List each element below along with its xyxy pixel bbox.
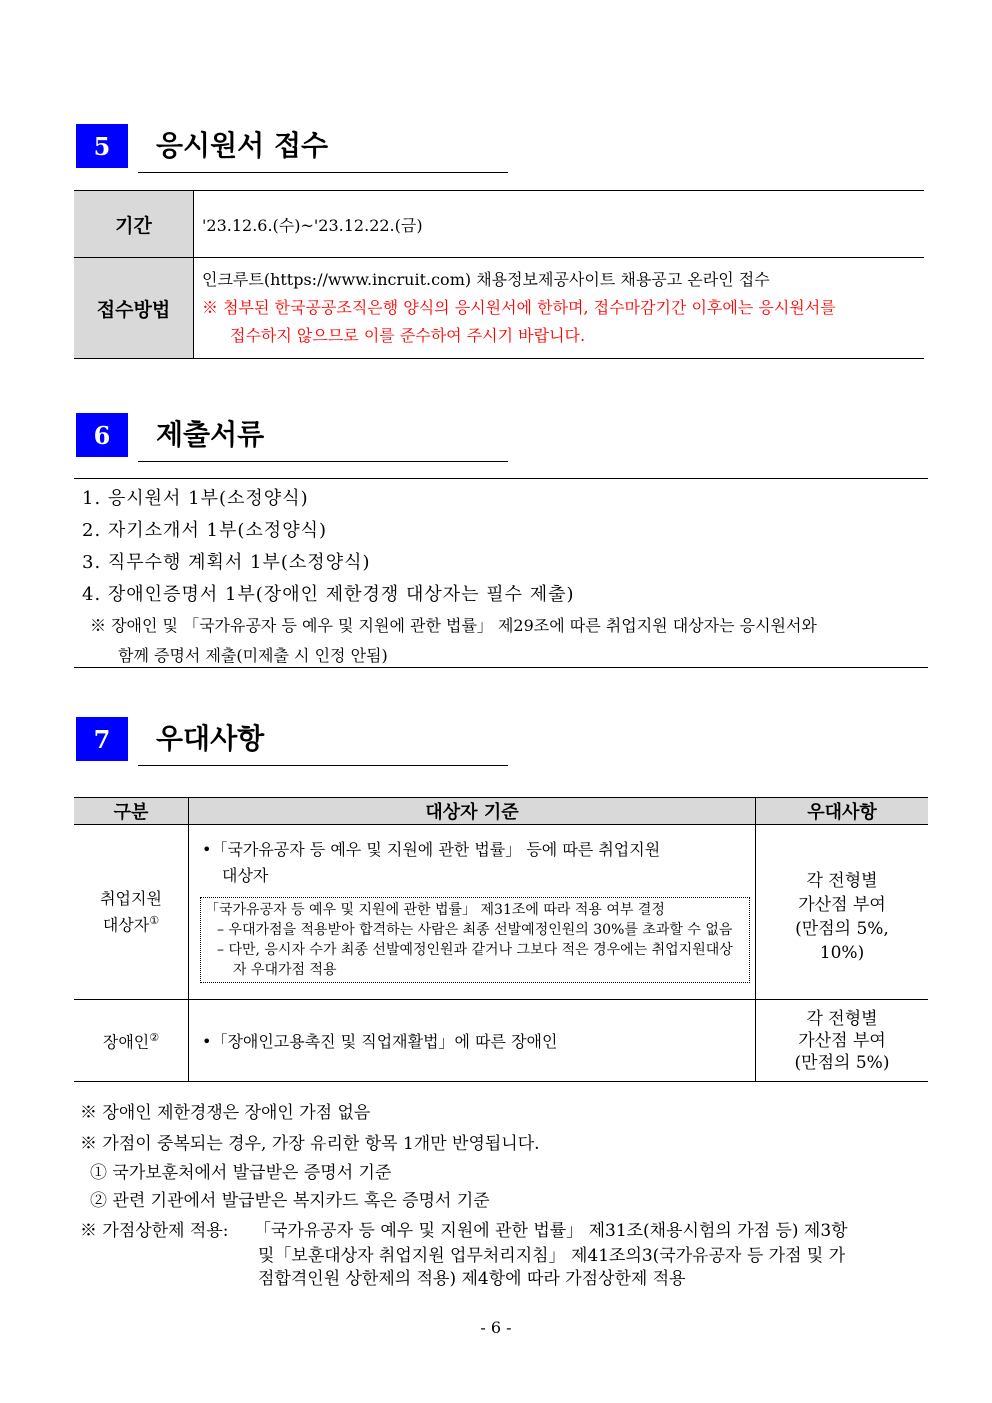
section-6-header xyxy=(76,413,508,453)
criteria-cell xyxy=(189,1000,756,1082)
section-number: 6 xyxy=(76,413,128,457)
application-table xyxy=(74,190,924,359)
benefit-cell xyxy=(756,825,929,1000)
documents-list xyxy=(74,478,928,668)
category-cell xyxy=(74,825,189,1000)
section-5-header xyxy=(76,124,508,164)
section-title: 우대사항 xyxy=(156,722,265,755)
benefit-text: 10%) xyxy=(819,942,865,963)
criteria-cell xyxy=(189,825,756,1000)
category-cell xyxy=(74,1000,189,1082)
benefit-text: 가산점 부여 xyxy=(798,1030,886,1051)
method-note-line: ※ 첨부된 한국공공조직은행 양식의 응시원서에 한하며, 접수마감기간 이후에는 응시원서를 xyxy=(202,298,836,317)
documents-note: 함께 증명서 제출(미제출 시 인정 안됨) xyxy=(118,646,388,665)
section-underline xyxy=(138,172,508,173)
list-item: 1. 응시원서 1부(소정양식) xyxy=(82,488,309,509)
preference-table xyxy=(74,797,928,1082)
method-label: 접수방법 xyxy=(74,258,194,359)
criteria-detail-box xyxy=(200,897,750,983)
page-number: - 6 - xyxy=(480,1318,512,1337)
section-title: 제출서류 xyxy=(156,418,265,451)
column-header: 우대사항 xyxy=(756,798,929,825)
method-note-line: 접수하지 않으므로 이를 준수하여 주시기 바랍니다. xyxy=(230,326,586,345)
list-item: 3. 직무수행 계획서 1부(소정양식) xyxy=(82,552,371,573)
benefit-text: 각 전형별 xyxy=(806,1008,878,1029)
note-label: ※ 가점상한제 적용: xyxy=(80,1221,229,1241)
section-title: 응시원서 접수 xyxy=(156,129,329,162)
section-underline xyxy=(138,765,508,766)
criteria-text: 대상자 xyxy=(222,865,269,885)
column-header: 구분 xyxy=(74,798,189,825)
method-value xyxy=(194,258,925,359)
note-line: 및「보훈대상자 취업지원 업무처리지침」 제41조의3(국가유공자 등 가점 및 가 xyxy=(258,1246,846,1266)
note-line: 「국가유공자 등 예우 및 지원에 관한 법률」 제31조(채용시험의 가점 등) 제3항 xyxy=(254,1221,848,1241)
period-label: 기간 xyxy=(74,191,194,258)
benefit-text: 각 전형별 xyxy=(806,870,878,891)
benefit-text: (만점의 5%, xyxy=(795,918,889,939)
documents-note: ※ 장애인 및 「국가유공자 등 예우 및 지원에 관한 법률」 제29조에 따른 취업지원 대상자는 응시원서와 xyxy=(90,616,817,635)
note-line: ② 관련 기관에서 발급받은 복지카드 혹은 증명서 기준 xyxy=(90,1191,490,1211)
category-label: 장애인 xyxy=(102,1032,150,1052)
criteria-text: •「장애인고용촉진 및 직업재활법」에 따른 장애인 xyxy=(202,1032,558,1051)
section-7-header xyxy=(76,717,508,757)
footnote-mark: ① xyxy=(149,913,160,927)
benefit-cell xyxy=(756,1000,929,1082)
section-number: 5 xyxy=(76,124,128,168)
detail-line: – 우대가점을 적용받아 합격하는 사람은 최종 선발예정인원의 30%를 초과할 수 없음 xyxy=(217,921,733,938)
period-value: '23.12.6.(수)~'23.12.22.(금) xyxy=(194,191,925,258)
note-line: ① 국가보훈처에서 발급받은 증명서 기준 xyxy=(90,1163,392,1183)
category-label: 취업지원 xyxy=(100,888,162,908)
section-number: 7 xyxy=(76,717,128,761)
note-line: 점합격인원 상한제의 적용) 제4항에 따라 가점상한제 적용 xyxy=(258,1269,686,1289)
list-item: 2. 자기소개서 1부(소정양식) xyxy=(82,520,327,541)
method-line: 인크루트(https://www.incruit.com) 채용정보제공사이트 채용공고 온라인 접수 xyxy=(202,270,770,289)
benefit-text: 가산점 부여 xyxy=(798,894,886,915)
section-underline xyxy=(138,461,508,462)
criteria-text: •「국가유공자 등 예우 및 지원에 관한 법률」 등에 따른 취업지원 xyxy=(202,839,661,859)
note-line: ※ 가점이 중복되는 경우, 가장 유리한 항목 1개만 반영됩니다. xyxy=(80,1134,540,1154)
detail-line: – 다만, 응시자 수가 최종 선발예정인원과 같거나 그보다 적은 경우에는 취업지원대상자 우대가점 적용 xyxy=(217,941,733,978)
category-label: 대상자 xyxy=(102,915,150,935)
column-header: 대상자 기준 xyxy=(189,798,756,825)
footnote-mark: ② xyxy=(149,1031,160,1045)
list-item: 4. 장애인증명서 1부(장애인 제한경쟁 대상자는 필수 제출) xyxy=(82,584,575,605)
note-line: ※ 장애인 제한경쟁은 장애인 가점 없음 xyxy=(80,1103,371,1123)
detail-line: 「국가유공자 등 예우 및 지원에 관한 법률」 제31조에 따라 적용 여부 결정 xyxy=(205,901,665,918)
benefit-text: (만점의 5%) xyxy=(794,1052,890,1073)
